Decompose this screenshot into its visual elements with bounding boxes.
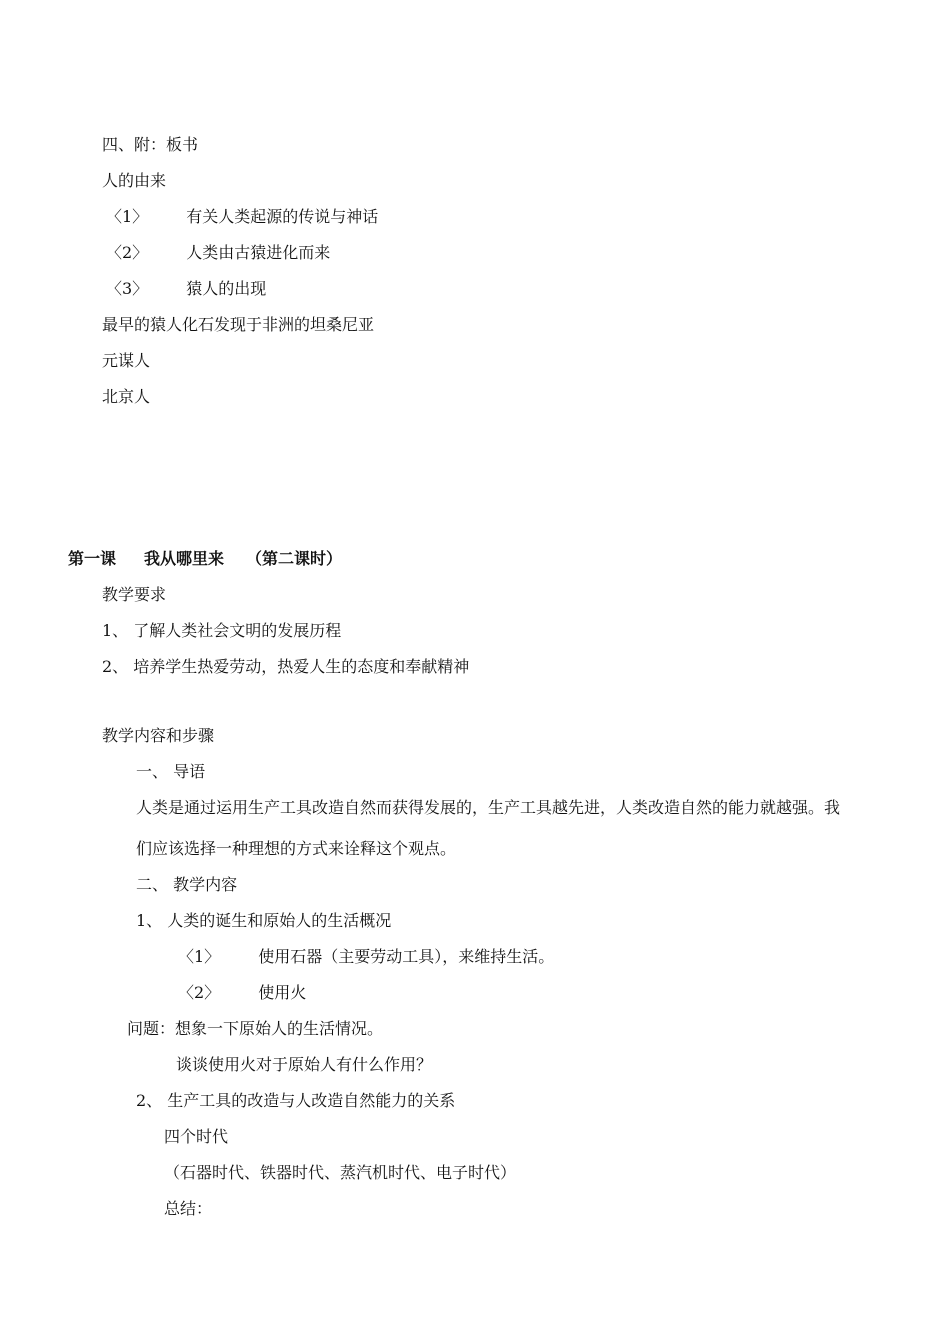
item-text: 人类由古猿进化而来	[186, 243, 331, 262]
lesson-session: （第二课时）	[246, 549, 343, 568]
board-title: 人的由来	[102, 171, 167, 190]
lesson-name: 我从哪里来	[144, 549, 225, 568]
item-number: 〈1〉	[178, 947, 221, 966]
eras-heading: 四个时代	[164, 1127, 229, 1146]
requirements-heading: 教学要求	[102, 585, 167, 604]
point-1-item	[178, 948, 554, 966]
point-1-item	[178, 984, 306, 1002]
intro-paragraph-line: 们应该选择一种理想的方式来诠释这个观点。	[136, 839, 457, 858]
item-number: 〈2〉	[178, 983, 221, 1002]
content-heading: 二、 教学内容	[136, 875, 238, 894]
requirement-item: 2、 培养学生热爱劳动，热爱人生的态度和奉献精神	[102, 657, 470, 676]
point-2: 2、 生产工具的改造与人改造自然能力的关系	[136, 1091, 456, 1110]
item-number: 〈3〉	[106, 279, 149, 298]
board-item-3	[106, 280, 266, 298]
item-text: 有关人类起源的传说与神话	[186, 207, 379, 226]
summary-label: 总结：	[164, 1199, 213, 1218]
lesson-title	[68, 550, 342, 568]
intro-paragraph-line: 人类是通过运用生产工具改造自然而获得发展的，生产工具越先进，人类改造自然的能力就越强。我	[136, 798, 841, 817]
intro-heading: 一、 导语	[136, 762, 206, 781]
point-1: 1、 人类的诞生和原始人的生活概况	[136, 911, 392, 930]
steps-heading: 教学内容和步骤	[102, 726, 215, 745]
item-text: 使用石器（主要劳动工具），来维持生活。	[258, 947, 555, 966]
item-text: 使用火	[258, 983, 307, 1002]
question: 问题：想象一下原始人的生活情况。	[127, 1019, 384, 1038]
item-text: 猿人的出现	[186, 279, 267, 298]
question: 谈谈使用火对于原始人有什么作用？	[176, 1055, 433, 1074]
board-heading: 四、附：板书	[102, 135, 199, 154]
eras-list: （石器时代、铁器时代、蒸汽机时代、电子时代）	[164, 1163, 517, 1182]
requirement-item: 1、 了解人类社会文明的发展历程	[102, 621, 342, 640]
item-number: 〈2〉	[106, 243, 149, 262]
board-note: 最早的猿人化石发现于非洲的坦桑尼亚	[102, 315, 375, 334]
board-item-1	[106, 208, 378, 226]
board-note: 元谋人	[102, 351, 151, 370]
item-number: 〈1〉	[106, 207, 149, 226]
board-item-2	[106, 244, 330, 262]
lesson-number: 第一课	[68, 549, 117, 568]
board-note: 北京人	[102, 387, 151, 406]
